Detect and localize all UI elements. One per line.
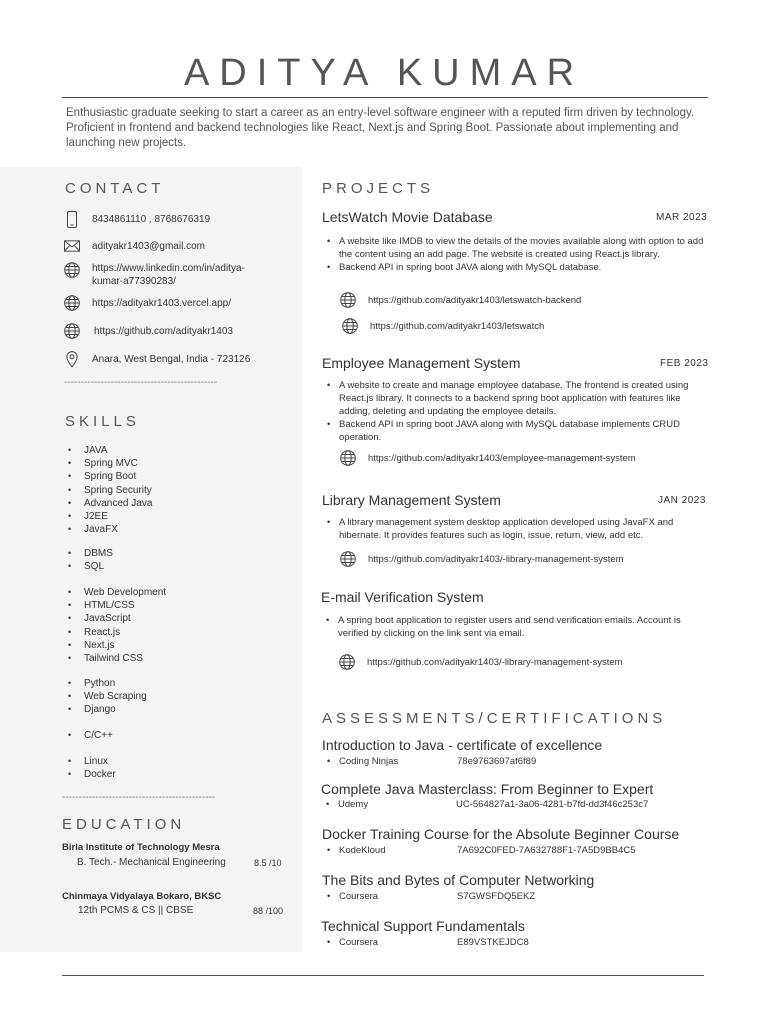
skills-group-database bbox=[64, 547, 113, 573]
list-item: • A website to create and manage employee database. The frontend is created using React.js library. It connects to a backend spring boot application with features like adding, deleting and updating the employee details. bbox=[322, 379, 708, 418]
project-link[interactable] bbox=[340, 450, 636, 466]
contact-linkedin[interactable] bbox=[64, 262, 267, 288]
address-text: Anara, West Bengal, India - 723126 bbox=[92, 354, 251, 365]
project-title: E-mail Verification System bbox=[321, 589, 484, 605]
list-item: • JavaFX bbox=[64, 523, 152, 536]
project-link[interactable] bbox=[342, 318, 544, 334]
project-link-text[interactable]: https://github.com/adityakr1403/employee-management-system bbox=[368, 452, 636, 464]
contact-heading: CONTACT bbox=[65, 180, 165, 197]
certification-title: Introduction to Java - certificate of excellence bbox=[322, 737, 603, 753]
list-item: • JAVA bbox=[64, 444, 152, 457]
project-bullets bbox=[321, 614, 710, 640]
list-item: • Spring Boot bbox=[64, 470, 152, 483]
projects-heading: PROJECTS bbox=[322, 180, 435, 197]
list-item: • SQL bbox=[64, 560, 113, 573]
skills-heading: SKILLS bbox=[65, 413, 140, 430]
list-item: • A library management system desktop application developed using JavaFX and hibernate. It provides features such as login, issue, return, view, add etc. bbox=[322, 516, 710, 542]
list-item: • Backend API in spring boot JAVA along with MySQL database implements CRUD operation. bbox=[322, 418, 708, 444]
education-school: Chinmaya Vidyalaya Bokaro, BKSC bbox=[62, 891, 222, 902]
globe-icon bbox=[340, 551, 356, 567]
list-item: • J2EE bbox=[64, 510, 152, 523]
globe-icon bbox=[339, 654, 355, 670]
certification-issuer: • Coursera bbox=[322, 937, 378, 948]
project-date: FEB 2023 bbox=[660, 358, 709, 369]
certification-issuer: • Udemy bbox=[321, 799, 368, 810]
certification-title: The Bits and Bytes of Computer Networking bbox=[322, 872, 595, 888]
list-item: • A spring boot application to register users and send verification emails. Account is verified by clicking on the link sent via email. bbox=[321, 614, 710, 640]
skills-divider: ---------------------------------------------- bbox=[62, 792, 216, 803]
certification-issuer: • Coursera bbox=[322, 891, 378, 902]
contact-github[interactable] bbox=[64, 323, 233, 339]
project-link-text[interactable]: https://github.com/adityakr1403/letswatch bbox=[370, 320, 545, 332]
certifications-heading: ASSESSMENTS/CERTIFICATIONS bbox=[322, 710, 667, 727]
list-item: • C/C++ bbox=[64, 729, 113, 742]
education-heading: EDUCATION bbox=[62, 816, 186, 833]
contact-email[interactable] bbox=[64, 238, 205, 254]
skills-group-java bbox=[64, 444, 152, 536]
project-title: Employee Management System bbox=[322, 355, 521, 371]
list-item: • Next.js bbox=[64, 639, 166, 652]
project-link-text[interactable]: https://github.com/adityakr1403/letswatch-backend bbox=[368, 294, 582, 306]
education-score: 8.5 /10 bbox=[254, 858, 282, 868]
project-link[interactable] bbox=[340, 292, 581, 308]
list-item: • Tailwind CSS bbox=[64, 652, 166, 665]
phone-text: 8434861110 , 8768676319 bbox=[92, 214, 211, 225]
certification-code: S7GWSFDQ5EKZ bbox=[457, 891, 536, 902]
globe-icon bbox=[340, 292, 356, 308]
list-item: • JavaScript bbox=[64, 612, 166, 625]
globe-icon bbox=[64, 295, 80, 311]
phone-icon bbox=[64, 211, 80, 227]
skills-group-python bbox=[64, 677, 147, 717]
github-link[interactable]: https://github.com/adityakr1403 bbox=[94, 326, 233, 337]
resume-name: ADITYA KUMAR bbox=[183, 52, 585, 94]
location-pin-icon bbox=[64, 351, 80, 367]
certification-issuer: • Coding Ninjas bbox=[322, 756, 398, 767]
globe-icon bbox=[340, 450, 356, 466]
education-school: Birla Institute of Technology Mesra bbox=[62, 842, 220, 853]
project-bullets bbox=[322, 235, 710, 274]
summary-text: Enthusiastic graduate seeking to start a career as an entry-level software engineer with a reputed firm driven by technology. Proficient in frontend and backend technologies like React, Next.js and Spring Boot. Passionate about implementing and launching new projects. bbox=[66, 107, 695, 149]
list-item: • React.js bbox=[64, 626, 166, 639]
list-item: • Spring MVC bbox=[64, 457, 152, 470]
contact-divider: ---------------------------------------------- bbox=[64, 377, 218, 388]
education-score: 88 /100 bbox=[253, 906, 284, 916]
mail-icon bbox=[64, 238, 80, 254]
email-link[interactable]: adityakr1403@gmail.com bbox=[92, 241, 205, 252]
project-title: Library Management System bbox=[322, 492, 501, 508]
project-title: LetsWatch Movie Database bbox=[322, 209, 493, 225]
list-item: • Web Development bbox=[64, 586, 166, 599]
skills-group-ops bbox=[64, 755, 116, 781]
education-degree: 12th PCMS & CS || CBSE bbox=[78, 905, 194, 916]
project-bullets bbox=[322, 379, 708, 444]
skills-group-web bbox=[64, 586, 166, 665]
certification-code: E89VSTKEJDC8 bbox=[457, 937, 529, 948]
project-link[interactable] bbox=[339, 654, 623, 670]
skills-group-c bbox=[64, 729, 113, 742]
globe-icon bbox=[64, 323, 80, 339]
list-item: • Linux bbox=[64, 755, 116, 768]
contact-address bbox=[64, 351, 250, 367]
project-date: MAR 2023 bbox=[656, 212, 708, 223]
list-item: • HTML/CSS bbox=[64, 599, 166, 612]
contact-phone bbox=[64, 211, 210, 227]
certification-code: UC-564827a1-3a06-4281-b7fd-dd3f46c253c7 bbox=[456, 799, 649, 810]
project-link-text[interactable]: https://github.com/adityakr1403/-library-management-system bbox=[367, 656, 623, 668]
footer-divider bbox=[62, 975, 704, 976]
globe-icon bbox=[342, 318, 358, 334]
list-item: • Django bbox=[64, 703, 147, 716]
certification-code: 78e9763697af6f89 bbox=[457, 756, 537, 767]
certification-title: Docker Training Course for the Absolute Beginner Course bbox=[322, 826, 680, 842]
project-bullets bbox=[322, 516, 710, 542]
contact-portfolio[interactable] bbox=[64, 295, 231, 311]
list-item: • Advanced Java bbox=[64, 497, 152, 510]
list-item: • Docker bbox=[64, 768, 116, 781]
header-divider bbox=[62, 97, 708, 98]
list-item: • Python bbox=[64, 677, 147, 690]
list-item: • A website like IMDB to view the details of the movies available along with option to add the content using an add page. The website is created using React.js library. bbox=[322, 235, 710, 261]
linkedin-link[interactable]: https://www.linkedin.com/in/aditya-kumar-a77390283/ bbox=[92, 263, 245, 287]
list-item: • DBMS bbox=[64, 547, 113, 560]
certification-title: Technical Support Fundamentals bbox=[321, 918, 525, 934]
globe-icon bbox=[64, 262, 80, 278]
project-link[interactable] bbox=[340, 551, 624, 567]
list-item: • Spring Security bbox=[64, 484, 152, 497]
education-degree: B. Tech.- Mechanical Engineering bbox=[77, 857, 226, 868]
list-item: • Backend API in spring boot JAVA along with MySQL database. bbox=[322, 261, 710, 274]
certification-title: Complete Java Masterclass: From Beginner to Expert bbox=[321, 781, 654, 797]
portfolio-link[interactable]: https://adityakr1403.vercel.app/ bbox=[92, 298, 231, 309]
certification-issuer: • KodeKloud bbox=[322, 845, 385, 856]
project-link-text[interactable]: https://github.com/adityakr1403/-library-management-system bbox=[368, 553, 624, 565]
list-item: • Web Scraping bbox=[64, 690, 147, 703]
certification-code: 7A692C0FED-7A632788F1-7A5D9BB4C5 bbox=[457, 845, 636, 856]
project-date: JAN 2023 bbox=[658, 495, 706, 506]
